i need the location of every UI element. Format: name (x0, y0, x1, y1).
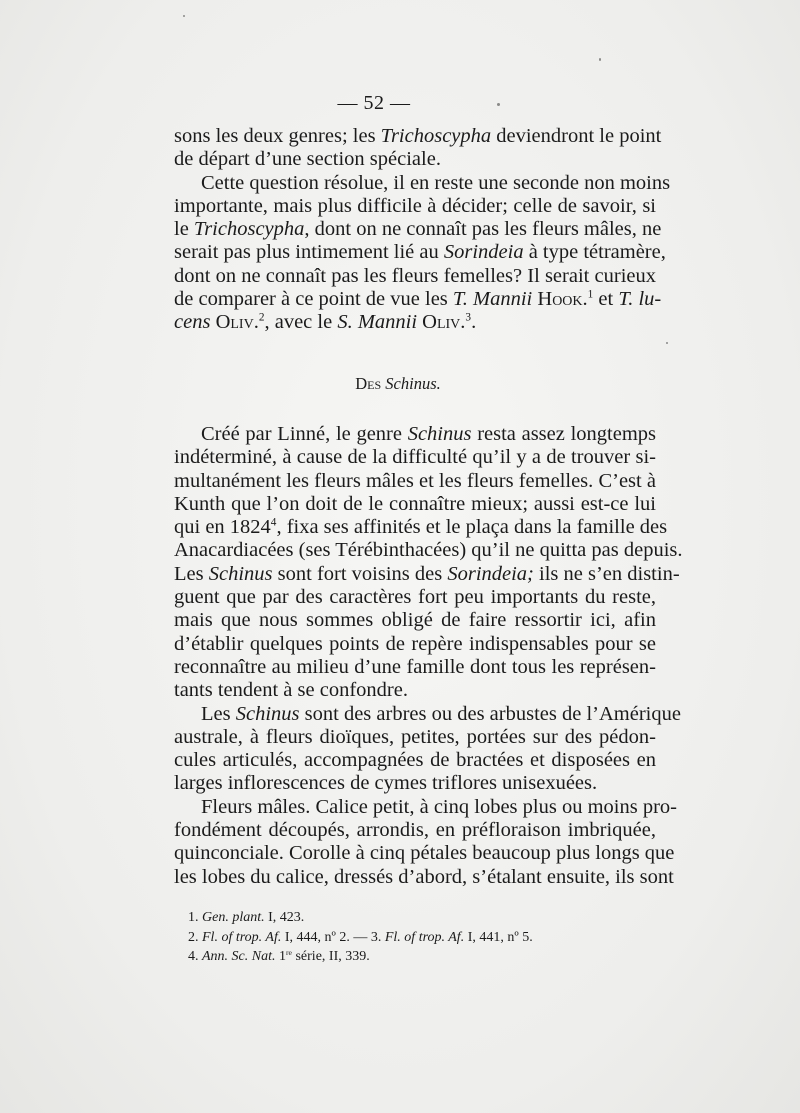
italic-run: Fl. of trop. Af. (202, 929, 282, 945)
text-run: 4. (188, 949, 202, 964)
scan-speck (183, 15, 185, 17)
text-run: serait pas plus intimement lié au (174, 241, 444, 264)
text-line (174, 265, 656, 288)
text-line (174, 772, 656, 795)
text-run: Les (201, 702, 236, 725)
text-run: d’établir quelques points de repère indispensables pour se (174, 632, 656, 655)
text-line (174, 171, 671, 195)
text-run: deviendront le point (491, 125, 662, 147)
text-block-upper (174, 125, 671, 335)
text-line (174, 446, 656, 469)
paragraph (174, 795, 677, 889)
italic-run: T. lu- (618, 288, 662, 311)
text-run: indéterminé, à cause de la difficulté qu’il y a de trouver si- (174, 446, 656, 469)
text-run: les lobes du calice, dressés d’abord, s’étalant ensuite, ils sont (174, 865, 674, 888)
footnote-marker: 3 (465, 312, 472, 325)
paragraph (174, 423, 683, 703)
italic-run: S. Mannii (337, 311, 418, 334)
text-line (174, 516, 668, 539)
text-run: Les (174, 562, 209, 585)
text-run: I, 444, nº 2. — 3. (281, 929, 385, 945)
text-run: guent que par des caractères fort peu importants du reste, (174, 586, 656, 609)
text-line (174, 311, 656, 334)
text-line (174, 749, 656, 772)
italic-run: Schinus (407, 423, 472, 445)
italic-run: Gen. plant. (202, 910, 265, 925)
text-line (174, 586, 656, 609)
section-heading-prefix: Des (355, 374, 382, 393)
text-line (174, 288, 662, 311)
text-run: sons les deux genres; les (174, 125, 381, 147)
text-run: qui en 1824 (174, 516, 271, 539)
footnotes (188, 908, 658, 967)
italic-run: Trichoscypha (193, 218, 305, 241)
text-run: , avec le (264, 311, 338, 334)
text-run: 2. (188, 929, 202, 945)
text-run: à type tétramère, (523, 241, 666, 264)
text-run: importante, mais plus difficile à décider; celle de savoir, si (174, 194, 656, 217)
text-run: et (593, 288, 619, 311)
text-run: le (174, 218, 194, 241)
text-line (174, 539, 683, 562)
italic-run: Fl. of trop. Af. (384, 929, 465, 945)
italic-run: Ann. Sc. Nat. (202, 949, 276, 964)
text-line (174, 656, 656, 679)
text-run: 1 (275, 949, 286, 964)
footnote-marker: re (286, 948, 292, 957)
paragraph (174, 125, 662, 172)
text-line (174, 842, 675, 865)
text-run: série, II, 339. (291, 949, 370, 964)
text-run: dont on ne connaît pas les fleurs femelles? Il serait curieux (174, 264, 656, 287)
text-run: , dont on ne connaît pas les fleurs mâles, ne (304, 218, 662, 241)
text-line (174, 218, 662, 241)
text-line (174, 609, 656, 632)
page-number-header: — 52 — (337, 92, 411, 114)
paragraph (174, 702, 681, 796)
text-run: Kunth que l’on doit de le connaître mieux; aussi est-ce lui (174, 492, 656, 515)
footnote-marker: 4 (270, 516, 277, 529)
paragraph (174, 171, 671, 335)
text-line (174, 702, 681, 726)
text-line (174, 679, 656, 702)
text-line (174, 865, 674, 889)
text-run: resta assez longtemps (471, 423, 656, 445)
scan-speck (666, 342, 668, 344)
footnote-marker: 1 (587, 288, 594, 301)
text-line (174, 470, 656, 493)
footnote (188, 908, 658, 928)
text-line (174, 125, 662, 148)
text-run: Anacardiacées (ses Térébinthacées) qu’il ne quitta pas depuis. (174, 539, 683, 562)
italic-run: cens (174, 311, 211, 334)
text-line (174, 148, 656, 171)
text-run: I, 423. (264, 910, 305, 925)
text-run: larges inflorescences de cymes triflores unisexuées. (174, 772, 598, 795)
text-line (174, 493, 656, 516)
text-line (174, 633, 656, 656)
italic-run: Schinus (235, 702, 300, 725)
text-line (174, 562, 680, 586)
italic-run: Schinus (208, 562, 273, 585)
text-run: I, 441, nº 5. (464, 929, 533, 945)
scan-speck (599, 58, 601, 61)
italic-run: Sorindeia (443, 241, 524, 264)
text-line (174, 423, 656, 446)
text-block-lower (174, 423, 683, 889)
text-run: sont fort voisins des (272, 562, 448, 585)
small-caps-run: Oliv. (422, 311, 466, 334)
text-line (174, 726, 656, 749)
text-run: Fleurs mâles. Calice petit, à cinq lobes plus ou moins pro- (201, 795, 677, 818)
footnote (188, 928, 658, 948)
section-heading-title: Schinus. (385, 374, 441, 393)
text-run: cules articulés, accompagnées de bractées et disposées en (174, 749, 656, 772)
footnote-marker: 2 (258, 312, 265, 325)
scan-speck (497, 103, 500, 106)
text-run: 1. (188, 910, 202, 925)
text-run: de comparer à ce point de vue les (174, 288, 453, 311)
text-run: mais que nous sommes obligé de faire ressortir ici, afin (174, 609, 656, 632)
text-run: sont des arbres ou des arbustes de l’Amérique (299, 702, 681, 725)
italic-run: Sorindeia; (447, 562, 534, 585)
text-run: quinconciale. Corolle à cinq pétales beaucoup plus longs que (174, 842, 675, 865)
text-run: Créé par Linné, le genre (201, 423, 408, 445)
text-run: fondément découpés, arrondis, en préfloraison imbriquée, (174, 819, 656, 842)
italic-run: Trichoscypha (380, 125, 492, 147)
text-run: , fixa ses affinités et le plaça dans la famille des (276, 516, 668, 539)
text-run: multanément les fleurs mâles et les fleurs femelles. C’est à (174, 469, 656, 492)
text-run: australe, à fleurs dioïques, petites, portées sur des pédon- (174, 725, 656, 748)
text-line (174, 819, 656, 842)
small-caps-run: Oliv. (215, 311, 259, 334)
text-line (174, 241, 666, 264)
text-run: reconnaître au milieu d’une famille dont tous les représen- (174, 655, 656, 678)
text-line (174, 195, 656, 218)
section-heading (0, 374, 798, 394)
text-run: ils ne s’en distin- (533, 562, 680, 585)
text-line (174, 795, 677, 819)
text-run: tants tendent à se confondre. (174, 679, 408, 702)
text-run: Cette question résolue, il en reste une seconde non moins (201, 171, 671, 194)
footnote (188, 947, 658, 967)
text-run: de départ d’une section spéciale. (174, 148, 441, 171)
text-run: . (471, 311, 477, 334)
italic-run: T. Mannii (452, 288, 533, 311)
small-caps-run: Hook. (537, 288, 588, 311)
